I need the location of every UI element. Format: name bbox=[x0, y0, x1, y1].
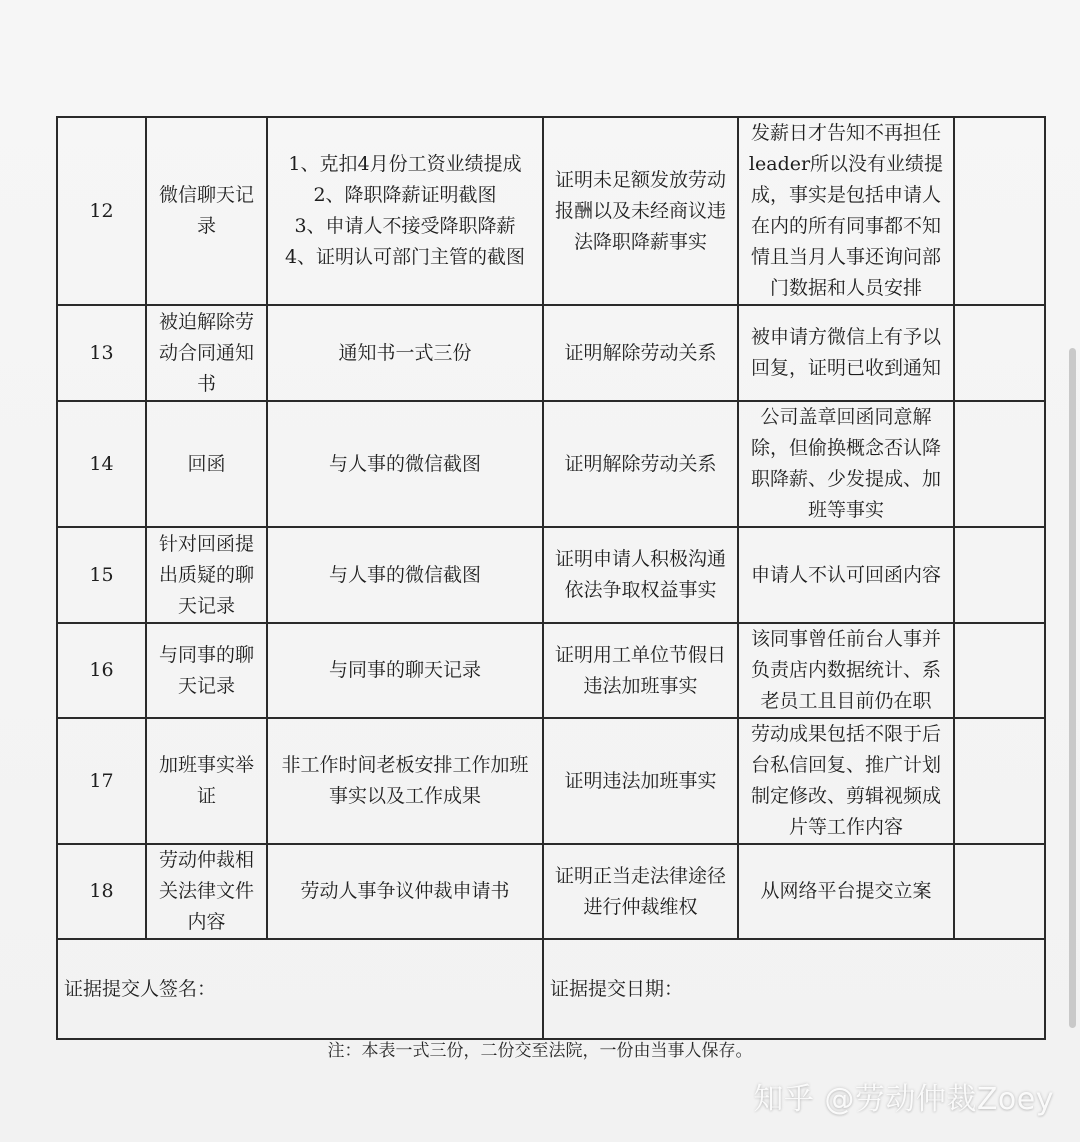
evidence-content bbox=[267, 623, 543, 718]
evidence-purpose bbox=[543, 305, 738, 401]
evidence-note-line: 班等事实 bbox=[807, 499, 884, 521]
evidence-note-line: 除，但偷换概念否认降 bbox=[750, 437, 941, 459]
evidence-content-line: 非工作时间老板安排工作加班 bbox=[281, 754, 529, 776]
row-number: 15 bbox=[57, 527, 146, 623]
evidence-purpose bbox=[543, 401, 738, 527]
evidence-content-line: 事实以及工作成果 bbox=[328, 785, 481, 807]
evidence-purpose-line: 证明用工单位节假日 bbox=[554, 643, 726, 666]
evidence-note-line: 申请人不认可回函内容 bbox=[750, 563, 941, 586]
evidence-note-line: 片等工作内容 bbox=[788, 816, 903, 838]
evidence-note bbox=[738, 305, 954, 401]
evidence-purpose bbox=[543, 623, 738, 718]
watermark: 知乎 @劳动仲裁Zoey bbox=[753, 1082, 1054, 1117]
table-row bbox=[57, 527, 1045, 623]
evidence-note bbox=[738, 527, 954, 623]
evidence-name-line: 内容 bbox=[187, 911, 226, 933]
evidence-name bbox=[146, 527, 267, 623]
evidence-name-line: 被迫解除劳 bbox=[158, 310, 254, 333]
evidence-note-line: 制定修改、剪辑视频成 bbox=[750, 785, 941, 807]
evidence-note-line: 门数据和人员安排 bbox=[769, 277, 922, 299]
evidence-note-line: leader所以没有业绩提 bbox=[748, 153, 944, 175]
empty-cell bbox=[954, 844, 1045, 939]
evidence-purpose-line: 法降职降薪事实 bbox=[573, 230, 707, 253]
evidence-purpose-line: 证明解除劳动关系 bbox=[564, 341, 717, 364]
table-row bbox=[57, 305, 1045, 401]
evidence-content bbox=[267, 527, 543, 623]
evidence-note-line: 成，事实是包括申请人 bbox=[750, 184, 941, 206]
scrollbar[interactable] bbox=[1069, 348, 1076, 1028]
empty-cell bbox=[954, 718, 1045, 844]
table-row bbox=[57, 623, 1045, 718]
evidence-content bbox=[267, 117, 543, 305]
evidence-name-line: 天记录 bbox=[177, 594, 235, 617]
evidence-content-line: 与人事的微信截图 bbox=[328, 563, 481, 586]
evidence-table bbox=[56, 116, 1046, 1040]
evidence-note-line: 该同事曾任前台人事并 bbox=[750, 628, 941, 650]
evidence-purpose-line: 证明正当走法律途径 bbox=[554, 864, 726, 887]
date-field: 证据提交日期： bbox=[543, 939, 1045, 1039]
evidence-content-line: 3、申请人不接受降职降薪 bbox=[294, 215, 516, 237]
row-number: 13 bbox=[57, 305, 146, 401]
evidence-purpose bbox=[543, 844, 738, 939]
empty-cell bbox=[954, 527, 1045, 623]
evidence-name-line: 与同事的聊 bbox=[158, 643, 254, 666]
evidence-name bbox=[146, 718, 267, 844]
evidence-note-line: 在内的所有同事都不知 bbox=[750, 215, 941, 237]
row-number: 16 bbox=[57, 623, 146, 718]
empty-cell bbox=[954, 305, 1045, 401]
evidence-name-line: 加班事实举 bbox=[158, 754, 254, 776]
evidence-note-line: 被申请方微信上有予以 bbox=[750, 326, 941, 348]
row-number: 14 bbox=[57, 401, 146, 527]
evidence-purpose-line: 证明未足额发放劳动 bbox=[554, 168, 726, 191]
evidence-content-line: 通知书一式三份 bbox=[338, 341, 472, 364]
evidence-note-line: 劳动成果包括不限于后 bbox=[750, 723, 941, 745]
evidence-purpose bbox=[543, 527, 738, 623]
evidence-table-body bbox=[57, 117, 1045, 1039]
evidence-content-line: 4、证明认可部门主管的截图 bbox=[284, 246, 526, 268]
empty-cell bbox=[954, 401, 1045, 527]
table-row bbox=[57, 844, 1045, 939]
evidence-purpose-line: 进行仲裁维权 bbox=[583, 895, 698, 918]
table-row bbox=[57, 117, 1045, 305]
evidence-note bbox=[738, 623, 954, 718]
evidence-content bbox=[267, 401, 543, 527]
evidence-content-line: 1、克扣4月份工资业绩提成 bbox=[288, 153, 522, 175]
row-number: 12 bbox=[57, 117, 146, 305]
evidence-name-line: 证 bbox=[196, 785, 216, 807]
evidence-purpose-line: 依法争取权益事实 bbox=[564, 579, 717, 601]
footnote: 注：本表一式三份，二份交至法院，一份由当事人保存。 bbox=[327, 1041, 753, 1061]
evidence-name bbox=[146, 623, 267, 718]
evidence-name-line: 劳动仲裁相 bbox=[158, 849, 254, 871]
evidence-note-line: 发薪日才告知不再担任 bbox=[750, 122, 941, 144]
row-number: 18 bbox=[57, 844, 146, 939]
evidence-purpose bbox=[543, 718, 738, 844]
evidence-note-line: 职降薪、少发提成、加 bbox=[750, 468, 941, 490]
evidence-purpose-line: 证明申请人积极沟通 bbox=[554, 548, 726, 570]
evidence-name-line: 动合同通知 bbox=[158, 341, 254, 364]
evidence-purpose-line: 证明解除劳动关系 bbox=[564, 452, 717, 475]
evidence-note-line: 情且当月人事还询问部 bbox=[750, 246, 941, 268]
empty-cell bbox=[954, 623, 1045, 718]
evidence-name-line: 关法律文件 bbox=[158, 880, 254, 902]
evidence-name-line: 出质疑的聊 bbox=[158, 563, 254, 586]
table-row bbox=[57, 401, 1045, 527]
evidence-name bbox=[146, 117, 267, 305]
evidence-content bbox=[267, 844, 543, 939]
evidence-note-line: 公司盖章回函同意解 bbox=[760, 406, 932, 428]
evidence-name bbox=[146, 401, 267, 527]
evidence-note bbox=[738, 844, 954, 939]
evidence-name-line: 天记录 bbox=[177, 674, 235, 697]
evidence-content bbox=[267, 305, 543, 401]
evidence-name-line: 书 bbox=[196, 372, 216, 395]
evidence-content-line: 劳动人事争议仲裁申请书 bbox=[300, 880, 510, 902]
evidence-content bbox=[267, 718, 543, 844]
evidence-purpose-line: 违法加班事实 bbox=[583, 674, 698, 697]
evidence-name-line: 回函 bbox=[187, 452, 226, 475]
evidence-note bbox=[738, 401, 954, 527]
signature-row bbox=[57, 939, 1045, 1039]
signature-field: 证据提交人签名： bbox=[57, 939, 543, 1039]
table-row bbox=[57, 718, 1045, 844]
evidence-note bbox=[738, 117, 954, 305]
evidence-note bbox=[738, 718, 954, 844]
evidence-content-line: 2、降职降薪证明截图 bbox=[313, 184, 497, 206]
empty-cell bbox=[954, 117, 1045, 305]
evidence-note-line: 台私信回复、推广计划 bbox=[750, 754, 941, 776]
evidence-content-line: 与人事的微信截图 bbox=[328, 452, 481, 475]
evidence-purpose-line: 报酬以及未经商议违 bbox=[554, 199, 726, 222]
evidence-name-line: 录 bbox=[196, 215, 216, 237]
evidence-note-line: 回复，证明已收到通知 bbox=[750, 357, 941, 379]
evidence-name-line: 微信聊天记 bbox=[158, 184, 254, 206]
evidence-content-line: 与同事的聊天记录 bbox=[328, 659, 481, 681]
evidence-note-line: 从网络平台提交立案 bbox=[760, 880, 932, 902]
evidence-name-line: 针对回函提 bbox=[158, 532, 254, 555]
evidence-name bbox=[146, 844, 267, 939]
evidence-name bbox=[146, 305, 267, 401]
evidence-note-line: 老员工且目前仍在职 bbox=[760, 690, 932, 712]
evidence-purpose bbox=[543, 117, 738, 305]
evidence-purpose-line: 证明违法加班事实 bbox=[564, 769, 717, 792]
row-number: 17 bbox=[57, 718, 146, 844]
evidence-note-line: 负责店内数据统计、系 bbox=[750, 659, 941, 681]
